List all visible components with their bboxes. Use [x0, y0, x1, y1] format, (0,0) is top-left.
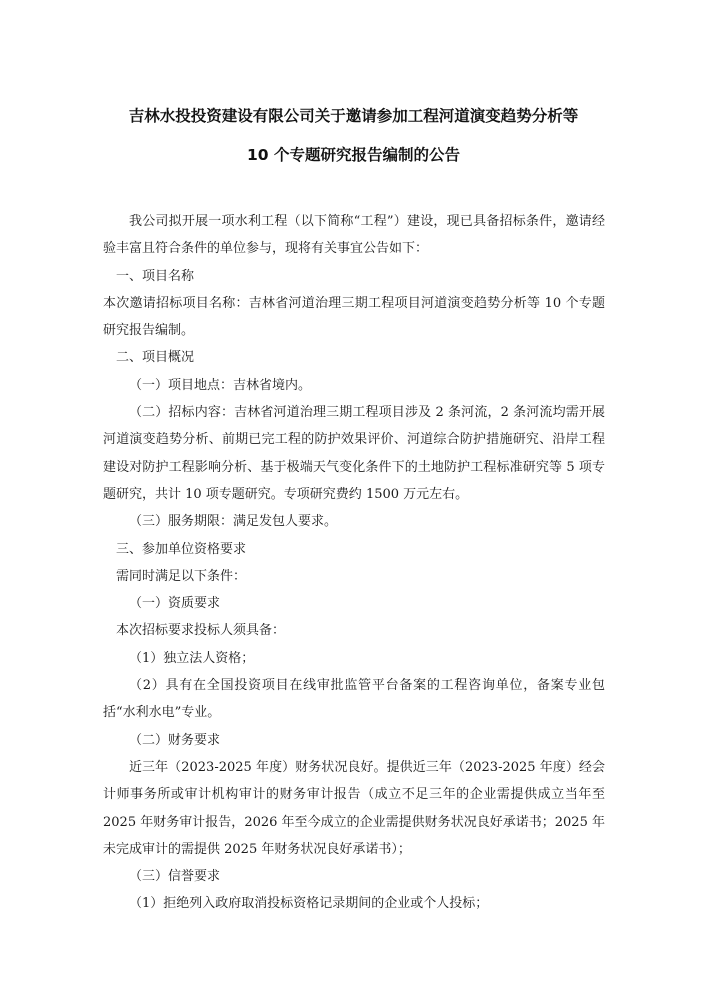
section-heading: 二、项目概况: [116, 350, 195, 366]
paragraph: 本次邀请招标项目名称：吉林省河道治理三期工程项目河道演变趋势分析等 10 个专题研究报告编制。: [103, 295, 605, 339]
paragraph: 本次招标要求投标人须具备：: [116, 623, 286, 639]
title-line-1: 吉林水投投资建设有限公司关于邀请参加工程河道演变趋势分析等: [128, 107, 579, 125]
list-item: （2）具有在全国投资项目在线审批监管平台备案的工程咨询单位，备案专业包括“水利水电”专业。: [103, 678, 605, 721]
paragraph: 需同时满足以下条件：: [116, 568, 247, 584]
document-body: [103, 208, 605, 918]
list-item: （1）拒绝列入政府取消投标资格记录期间的企业或个人投标；: [129, 896, 489, 912]
subsection-heading: （二）财务要求: [129, 732, 221, 748]
title-line-2: 10 个专题研究报告编制的公告: [247, 146, 460, 164]
paragraph: 近三年（2023-2025 年度）财务状况良好。提供近三年（2023-2025 年度）经会计师事务所或审计机构审计的财务审计报告（成立不足三年的企业需提供成立当年至 2025 年财务审计报告，2026 年至今成立的企业需提供财务状况良好承诺书；2025 年未完成审计的需提供 2025 年财务状况良好承诺书）；: [103, 759, 605, 857]
subsection-heading: （一）资质要求: [129, 596, 221, 612]
subsection-heading: （三）信誉要求: [129, 869, 221, 885]
paragraph: （二）招标内容：吉林省河道治理三期工程项目涉及 2 条河流，2 条河流均需开展河道演变趋势分析、前期已完工程的防护效果评价、河道综合防护措施研究、沿岸工程建设对防护工程影响分析、基于极端天气变化条件下的土地防护工程标准研究等 5 项专题研究，共计 10 项专题研究。专项研究费约 1500 万元左右。: [103, 405, 605, 502]
paragraph: （三）服务期限：满足发包人要求。: [129, 514, 338, 530]
intro-paragraph: 我公司拟开展一项水利工程（以下简称“工程”）建设，现已具备招标条件，邀请经验丰富且符合条件的单位参与，现将有关事宜公告如下：: [103, 214, 605, 257]
section-heading: 三、参加单位资格要求: [116, 541, 247, 557]
list-item: （1）独立法人资格；: [129, 650, 255, 666]
paragraph: （一）项目地点：吉林省境内。: [129, 377, 312, 393]
section-heading: 一、项目名称: [116, 268, 195, 284]
